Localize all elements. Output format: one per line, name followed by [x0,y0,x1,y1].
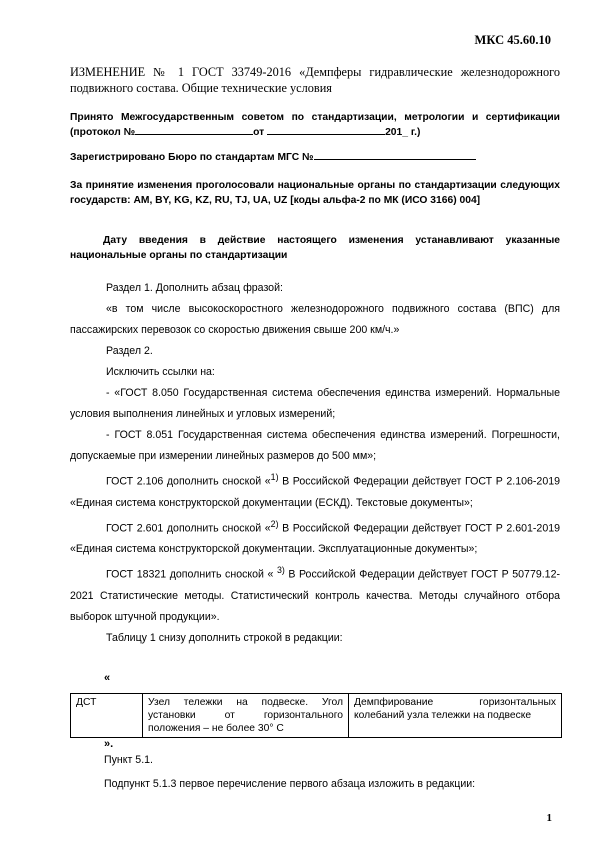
body-paragraph: - «ГОСТ 8.050 Государственная система обеспечения единства измерений. Нормальные условия выполнения линейных и угловых измерений; [70,387,560,420]
body-paragraph: Подпункт 5.1.3 первое перечисление первого абзаца изложить в редакции: [104,778,476,790]
footnote-text: В Российской Федерации действует ГОСТ Р 2.106-2019 «Единая система конструкторской документации (ЕСКД). Текстовые документы»; [70,475,561,509]
amendment-table [70,693,562,738]
registered-text: Зарегистрировано Бюро по стандартам МГС № [70,152,314,163]
body-paragraph: Исключить ссылки на: [106,366,215,378]
adopted-statement [70,110,560,140]
adopted-of: от [253,127,265,138]
footnote-mark: 3) [276,565,285,576]
document-code: МКС 45.60.10 [474,33,551,47]
body-paragraph: Пункт 5.1. [104,754,153,766]
footnote-text: В Российской Федерации действует ГОСТ Р 2.601-2019 «Единая система конструкторской документации. Эксплуатационные документы»; [70,522,561,556]
document-title: ИЗМЕНЕНИЕ № 1 ГОСТ 33749-2016 «Демпферы гидравлические железнодорожного подвижного состава. Общие технические условия [70,65,560,95]
body-paragraph: Таблицу 1 снизу дополнить строкой в редакции: [106,631,343,644]
footnote-mark: 2) [270,518,279,529]
table-cell: Узел тележки на подвеске. Угол установки от горизонтального положения – не более 30° С [143,694,349,738]
table-cell: ДСТ [71,694,143,738]
body-paragraph: «в том числе высокоскоростного железнодорожного подвижного состава (ВПС) для пассажирских перевозок со скоростью движения свыше 200 км/ч.» [70,303,560,336]
footnote-paragraph [70,514,560,561]
footnote-lead: ГОСТ 18321 дополнить сноской « [106,568,277,581]
page-number: 1 [546,812,552,824]
protocol-date-blank [267,125,385,135]
footnote-paragraph [70,467,560,514]
footnote-text: В Российской Федерации действует ГОСТ Р 50779.12-2021 Статистические методы. Статистический контроль качества. Методы случайного отбора выборок штучной продукции». [70,568,560,623]
footnote-paragraph [70,560,560,628]
footnote-lead: ГОСТ 2.106 дополнить сноской « [106,475,271,488]
body-paragraph: Раздел 1. Дополнить абзац фразой: [106,282,283,294]
body-paragraph: Раздел 2. [106,345,153,357]
body-paragraph: - ГОСТ 8.051 Государственная система обеспечения единства измерений. Погрешности, допускаемые при измерении линейных размеров до 500 мм»; [70,429,560,462]
footnote-lead: ГОСТ 2.601 дополнить сноской « [106,522,271,535]
registered-statement [70,150,560,165]
table-quote-open: « [104,672,111,684]
effective-date-statement: Дату введения в действие настоящего изменения устанавливают указанные национальные органы по стандартизации [70,235,560,261]
footnote-mark: 1) [270,472,279,482]
adopted-year: 201_ г.) [385,127,421,138]
registration-number-blank [314,150,476,160]
protocol-number-blank [135,125,253,135]
table-cell: Демпфирование горизонтальных колебаний узла тележки на подвеске [349,694,562,738]
voted-statement: За принятие изменения проголосовали национальные органы по стандартизации следующих государств: AM, BY, KG, KZ, RU, TJ, UA, UZ [коды альфа-2 по МК (ИСО 3166) 004] [70,180,560,206]
adopted-text: Принято Межгосударственным советом по стандартизации, метрологии и сертификации (протокол № [70,112,560,138]
table-quote-close: ». [104,738,114,750]
document-body [70,278,560,649]
table-row [71,694,562,738]
